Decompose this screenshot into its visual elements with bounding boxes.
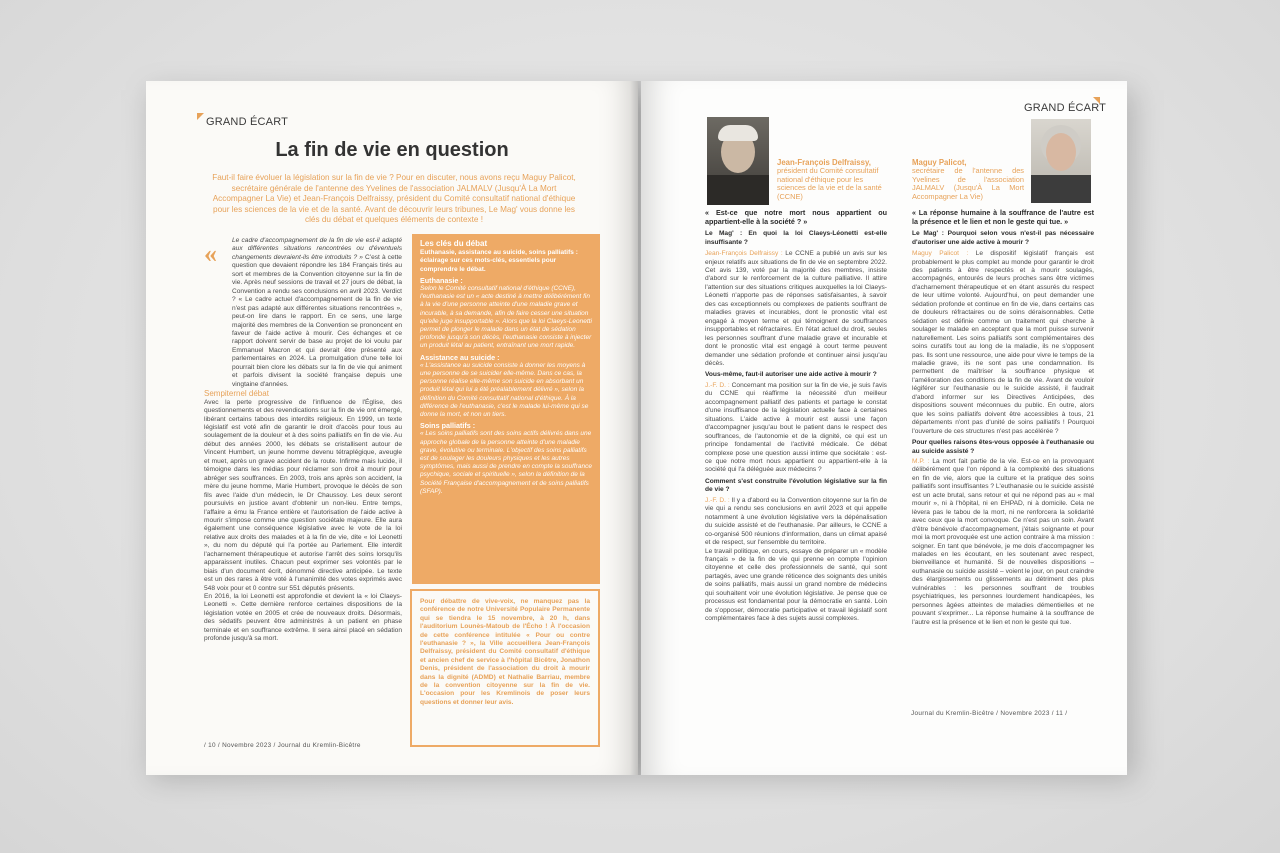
p-q2-text: Pour quelles raisons êtes-vous opposée à l'euthanasie ou au suicide assisté ? xyxy=(912,439,1094,455)
answer-1: Le CCNE a publié un avis sur les enjeux relatifs aux situations de fin de vie en septembre 2022. Cet avis 139, voté par la majorité des membres, insiste d'abord sur le renforcement de la culture palliative. Il attire l'attention sur des situations critiques auxquelles la loi Claeys-Léonetti n'apporte pas de réponses satisfaisantes, à savoir des cas exceptionnels ou complexes de patients souffrant de maladies graves et incurables, dont le pronostic vital est engagé à moyen terme et qui témoignent de souffrances insupportables et réfractaires. En l'état actuel du droit, seules les personnes souffrant d'une maladie grave et incurable et dont le pronostic vital est engagé à court terme peuvent demander une sédation profonde et continuer ainsi jusqu'au décès. xyxy=(705,250,887,367)
right-page xyxy=(641,81,1127,775)
main-column xyxy=(204,237,402,757)
name-palicot: Maguy Palicot, xyxy=(912,158,967,167)
p-answer-2: La mort fait partie de la vie. Est-ce en la provoquant délibérément que l'on répond à la complexité des situations en fin de vie, alors que la culture et la pratique des soins palliatifs sont insuffisantes ? L'euthanasie ou le suicide assisté est un acte brutal, sans retour et qui ne répond pas au « mal mourir », ni à l'hôpital, ni en EHPAD, ni à domicile. Cela ne lèvera pas le tabou de la mort, ni ne renforcera la solidarité avec ceux que la mort convoque. Ce n'est pas un soin. Avant d'être bénévole d'accompagnement, j'étais soignante et pour moi la mort provoquée est une action contraire à ma mission : soigner. En tant que bénévole, je me dois d'accompagner les malades en les écoutant, en les soutenant avec respect, bienveillance et humanité. Si de nouvelles dispositions – euthanasie ou suicide assisté – voient le jour, on peut craindre des élargissements ou glissements au détriment des plus vulnérables : les personnes souffrant de troubles psychiatriques, les personnes lourdement handicapées, les personnes âgées atteintes de maladies démentielles et ne pouvant s'exprimer... La réponse humaine à la souffrance de l'autre est la présence et le lien et non le geste qui tue. xyxy=(912,457,1094,626)
palicot-q1 xyxy=(912,230,1094,247)
term-assistance-heading: Assistance au suicide : xyxy=(420,352,500,362)
lead-italic: Le cadre d'accompagnement de la fin de vie est-il adapté aux différentes situations rencontrées ou d'éventuels changements devraient-ils être introduits ? » xyxy=(232,237,402,261)
term-euthanasie-heading: Euthanasie : xyxy=(420,275,463,285)
q2-text: Vous-même, faut-il autoriser une aide active à mourir ? xyxy=(705,371,877,379)
term-assistance-text: « L'assistance au suicide consiste à donner les moyens à une personne de se suicider elle-même. Dans ce cas, la personne réalise elle-même son suicide en absorbant un produit létal qui lui a été préalablement délivré », selon la définition du Comité consultatif national d'éthique. À la différence de l'euthanasie, c'est le malade lui-même qui se donne la mort, et non un tiers. xyxy=(420,361,589,419)
key-terms-box xyxy=(412,234,600,584)
term-palliatifs-text: « Les soins palliatifs sont des soins actifs délivrés dans une approche globale de la personne atteinte d'une maladie grave, évolutive ou terminale. L'objectif des soins palliatifs est de soulager les douleurs physiques et les autres symptômes, mais aussi de prendre en compte la souffrance psychique, sociale et spirituelle », selon la définition de la Société Française d'accompagnement et de soins palliatifs (SFAP). xyxy=(420,430,592,495)
paragraph-1: C'est à cette question que devaient répondre les 184 Français tirés au sort et membres de la Convention citoyenne sur la fin de vie. Après neuf sessions de travail et 27 jours de débat, la Convention a rendu ses conclusions en avril 2023. Verdict ? « Le cadre actuel d'accompagnement de la fin de vie n'est pas adapté aux différentes situations rencontrées », peut-on lire dans le rapport. En ce sens, une large majorité des membres de la Convention se prononcent en faveur de l'aide active à mourir. Ces échanges et ce rapport doivent servir de base au projet de loi voulu par Emmanuel Macron et qui devrait être présenté aux parlementaires en 2024. La promulgation d'une telle loi pourrait bien clore les débats sur la fin de vie qui animent et parfois divisent la société française depuis une vingtaine d'années. xyxy=(232,253,402,388)
role-delfraissy: président du Comité consultatif national d'éthique pour les sciences de la vie et de la santé (CCNE) xyxy=(777,166,882,201)
key-terms-heading: Les clés du débat xyxy=(420,239,488,248)
paragraph-2: Avec la perte progressive de l'influence de l'Église, des questionnements et des revendications sur la fin de vie ont émergé, libérant certains tabous des interdits religieux. En 1999, un texte législatif est voté afin de garantir le droit d'accès pour tous au soulagement de la douleur et à des soins palliatifs en fin de vie. Au début des années 2000, les débats se cristallisent autour de Vincent Humbert, un jeune homme devenu tétraplégique, aveugle et muet, après un grave accident de la route. Infirme mais lucide, il témoigne dans les médias pour réclamer son droit à mourir pour abréger ses souffrances. En 2003, trois ans après son accident, la mère du jeune homme, Marie Humbert, provoque le décès de son fils avec l'aide d'un médecin, le Dr Chaussoy. Les deux seront poursuivis en justice avant d'obtenir un non-lieu. Entre temps, l'affaire a ému la France entière et l'autorisation de l'aide active à mourir s'impose comme une question sociétale majeure. Elle aura également une conséquence législative avec le vote de la loi relative aux droits des malades et à la fin de vie, dite « loi Leonetti », du nom du député qui l'a portée au Parlement. Elle interdit l'acharnement thérapeutique et autorise l'arrêt des soins lorsqu'ils apparaissent inutiles. Chacun peut exprimer ses volontés par le biais d'un document écrit, dénommé directive anticipée. Le texte est un des rares à être voté à l'unanimité des votes exprimés avec 548 voix pour et 0 contre sur 551 députés présents. xyxy=(204,398,402,592)
right-page-footer: Journal du Kremlin-Bicêtre / Novembre 2023 / 11 / xyxy=(911,710,1068,717)
palicot-q2 xyxy=(912,439,1094,456)
answer-3: Il y a d'abord eu la Convention citoyenne sur la fin de vie qui a rendu ses conclusions en avril 2023 et qui appelle notamment à une évolution législative vers la dépénalisation du suicide assisté et de l'euthanasie. Par ailleurs, le CCNE a co-organisé 500 réunions d'information, dans un climat apaisé et de respect, sur l'ensemble du territoire. xyxy=(705,496,887,547)
p-answer-1: Le dispositif législatif français est probablement le plus complet au monde pour garantir le droit des patients à être respectés et à mourir soulagés, accompagnés, entourés de leurs proches sans être victimes d'acharnement thérapeutique et en étant assurés du respect de leur ultime volonté. Aujourd'hui, on peut demander une sédation profonde et continue en fin de vie, dans certains cas de douleurs réfractaires ou de soins déraisonnables. Cette sédation est définie comme un traitement qui cherche à soulager le malade en acceptant que la mort puisse survenir naturellement. Les soins palliatifs sont complémentaires des soins curatifs tout au long de la maladie, ils ne s'opposent pas. Ils sont une ressource, une aide pour vivre le temps de la maladie grave, ils ne sont pas une condamnation. Ils permettent de maîtriser la souffrance physique et l'amélioration des conditions de la fin de vie. Avant de vouloir légiférer sur l'euthanasie ou le suicide assisté, il faudrait d'abord informer sur les Directives Anticipées, des dispositions souvent méconnues du public. En outre, alors que les soins palliatifs doivent être accessibles à tous, 21 départements n'ont pas d'unité de soins palliatifs ! Pourquoi l'ouverture de ces structures n'est pas accélérée ? xyxy=(912,250,1094,435)
section-tag-mark xyxy=(197,113,204,120)
term-euthanasie-text: Selon le Comité consultatif national d'éthique (CCNE), l'euthanasie est un « acte destiné à mettre délibérément fin à la vie d'une personne atteinte d'une maladie grave et incurable, à sa demande, afin de faire cesser une situation qu'elle juge insupportable ». Alors que la loi Claeys-Leonetti permet de plonger le malade dans un état de sédation profonde jusqu'à son décès, l'euthanasie consiste à injecter un produit létal au patient, entraînant une mort rapide. xyxy=(420,285,592,350)
section-tag-mark-right xyxy=(1093,97,1100,104)
delfraissy-a4: Le travail politique, en cours, essaye de préparer un « modèle français » de la fin de vie qui prenne en compte l'opinion citoyenne et celle des professionnels de santé, qui sont partagés, avec une grande réticence des soignants des unités de soins palliatifs, mais aussi un grand nombre de médecins qui souhaitent voir une évolution législative. Je pense que ce processus est fondamental pour la démocratie en santé. Loin de s'opposer, démocratie participative et travail législatif sont complémentaires face à des sujets aussi complexes. xyxy=(705,547,887,623)
section-tag-right: GRAND ÉCART xyxy=(1024,102,1107,114)
palicot-column xyxy=(912,209,1094,739)
name-delfraissy: Jean-François Delfraissy, xyxy=(777,158,871,167)
caption-delfraissy xyxy=(777,158,891,201)
delfraissy-a3 xyxy=(705,497,887,548)
paragraph-3: En 2016, la loi Leonetti est approfondie et devient la « loi Claeys-Leonetti ». Cette dernière renforce certaines dispositions de la législation votée en 2005 et crée de nouveaux droits. Désormais, des sédatifs peuvent être administrés à un patient en phase terminale et en souffrance extrême. Il sera ainsi placé en sédation profonde jusqu'à sa mort. xyxy=(204,593,402,643)
subhead-sempiternel: Sempiternel débat xyxy=(204,389,269,399)
lead-question xyxy=(204,237,402,389)
palicot-a2 xyxy=(912,458,1094,627)
p-speaker-2: M.P. : xyxy=(912,457,930,465)
page-title: La fin de vie en question xyxy=(275,139,509,161)
conference-notice-box: Pour débattre de vive-voix, ne manquez pas la conférence de notre Université Populaire Permanente qui se tiendra le 15 novembre, à 20 h, dans l'auditorium Lounès-Matoub de l'Écho ! À l'occasion de cette conférence intitulée « Pour ou contre l'euthanasie ? », la Ville accueillera Jean-François Delfraissy, président du Comité consultatif d'éthique et ancien chef de service à l'hôpital Bicêtre, Jonathon Denis, président de l'association du droit à mourir dans la dignité (ADMD) et Nathalie Barriau, membre de la convention citoyenne sur la fin de vie. L'occasion pour les Kremlinois de poser leurs questions et donner leur avis. xyxy=(410,589,600,747)
caption-palicot xyxy=(912,158,1024,201)
role-palicot: secrétaire de l'antenne des Yvelines de l'association JALMALV (Jusqu'À La Mort Accompagner La Vie) xyxy=(912,166,1024,201)
speaker-1: Jean-François Delfraissy : xyxy=(705,250,783,258)
q3-text: Comment s'est construite l'évolution législative sur la fin de vie ? xyxy=(705,477,887,494)
delfraissy-q2 xyxy=(705,371,887,379)
delfraissy-q1 xyxy=(705,230,887,247)
portrait-hair-icon xyxy=(718,125,758,141)
answer-2: Concernant ma position sur la fin de vie, je suis l'avis du CCNE qui réaffirme la nécessité d'un meilleur accompagnement palliatif des patients et partage le constat d'une insuffisance de la législation actuelle face à certaines situations. L'aide active à mourir est aussi une façon d'accompagner jusqu'au bout le patient dans le respect des souffrances, de l'autonomie et de la dignité, ce qui est un principe fondamental de l'activité médicale. Ce débat complexe pose une question aussi intime que sociétale : est-ce que notre mort nous appartient ou appartient-elle à la société qui l'a déléguée aux médecins ? xyxy=(705,381,887,474)
p-speaker-1: Maguy Palicot : xyxy=(912,250,969,258)
section-tag: GRAND ÉCART xyxy=(206,116,289,128)
photo-delfraissy xyxy=(707,117,769,205)
quote-mark-icon: « xyxy=(204,239,217,268)
photo-palicot xyxy=(1031,119,1091,203)
delfraissy-q3 xyxy=(705,478,887,495)
speaker-2: J.-F. D. : xyxy=(705,381,730,389)
key-terms-lead: Euthanasie, assistance au suicide, soins palliatifs : éclairage sur ces mots-clés, essentiels pour comprendre le débat. xyxy=(420,249,578,273)
portrait-top-icon xyxy=(1031,175,1091,203)
delfraissy-a1 xyxy=(705,250,887,368)
portrait-jacket-icon xyxy=(707,175,769,205)
intro-paragraph: Faut-il faire évoluer la législation sur la fin de vie ? Pour en discuter, nous avons reçu Maguy Palicot, secrétaire générale de l'antenne des Yvelines de l'association JALMALV (Jusqu'À La Mort Accompagner La Vie) et Jean-François Delfraissy, président du Comité consultatif national d'éthique pour les sciences de la vie et de la santé. Avant de découvrir leurs tribunes, Le Mag' vous donne les clés du débat et quelques éléments de contexte ! xyxy=(212,173,576,225)
delfraissy-headline: « Est-ce que notre mort nous appartient ou appartient-elle à la société ? » xyxy=(705,209,887,226)
delfraissy-a2 xyxy=(705,382,887,475)
delfraissy-column xyxy=(705,209,887,739)
term-palliatifs-heading: Soins palliatifs : xyxy=(420,421,476,431)
palicot-a1 xyxy=(912,250,1094,436)
palicot-headline: « La réponse humaine à la souffrance de l'autre est la présence et le lien et non le geste qui tue. » xyxy=(912,209,1094,226)
speaker-3: J.-F. D. : xyxy=(705,496,730,504)
portrait-face-icon-2 xyxy=(1046,133,1076,171)
left-page-footer: / 10 / Novembre 2023 / Journal du Kremlin-Bicêtre xyxy=(204,742,361,749)
q1-text: Le Mag' : En quoi la loi Claeys-Léonetti est-elle insuffisante ? xyxy=(705,230,887,246)
p-q1-text: Le Mag' : Pourquoi selon vous n'est-il pas nécessaire d'autoriser une aide active à mourir ? xyxy=(912,230,1094,246)
left-page xyxy=(146,81,638,775)
